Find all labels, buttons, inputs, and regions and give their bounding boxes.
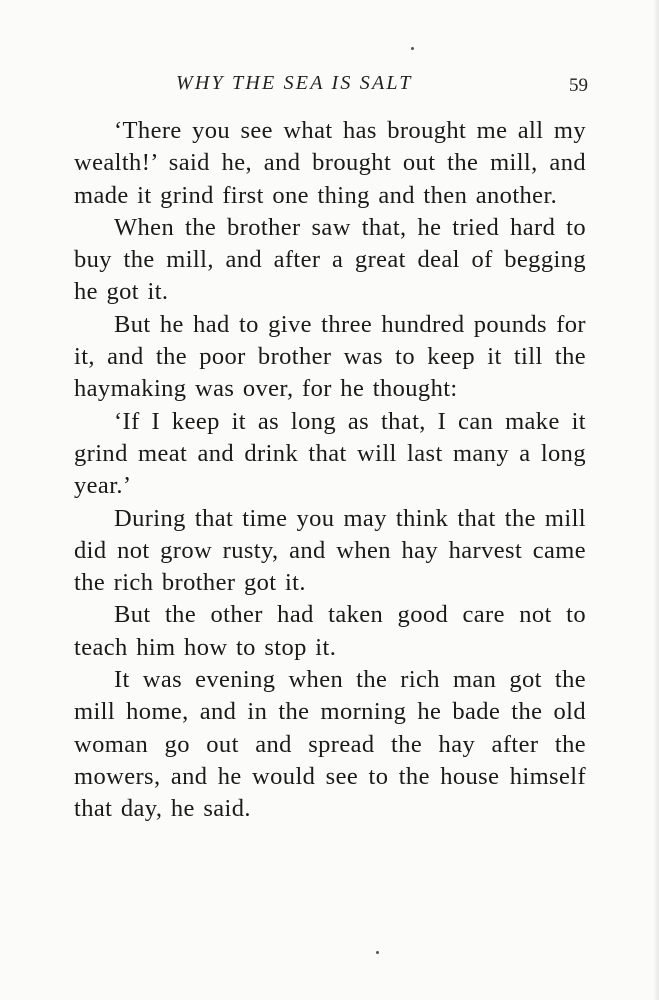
print-speck	[376, 951, 379, 954]
paragraph-1: ‘There you see what has brought me all my wealth!’ said he, and brought out the mill, and made it grind first one thing and then another.	[74, 117, 586, 209]
print-speck	[411, 47, 414, 50]
paragraph-6: But the other had taken good care not to teach him how to stop it.	[74, 601, 586, 661]
page-number: 59	[569, 75, 588, 96]
paragraph-5: During that time you may think that the mill did not grow rusty, and when hay harvest came the rich brother got it.	[74, 504, 586, 597]
page-header	[74, 72, 586, 100]
paragraph-3: But he had to give three hundred pounds for it, and the poor brother was to keep it till the haymaking was over, for he thought:	[74, 310, 586, 403]
paragraph-7: It was evening when the rich man got the mill home, and in the morning he bade the old woman go out and spread the hay after the mowers, and he would see to the house himself that day, he said.	[74, 666, 586, 823]
body-text	[74, 115, 586, 826]
running-title: WHY THE SEA IS SALT	[176, 72, 413, 94]
paragraph-2: When the brother saw that, he tried hard to buy the mill, and after a great deal of begging he got it.	[74, 213, 586, 306]
paragraph-4: ‘If I keep it as long as that, I can make it grind meat and drink that will last many a long year.’	[74, 407, 586, 500]
page-edge-shadow	[653, 0, 659, 1000]
